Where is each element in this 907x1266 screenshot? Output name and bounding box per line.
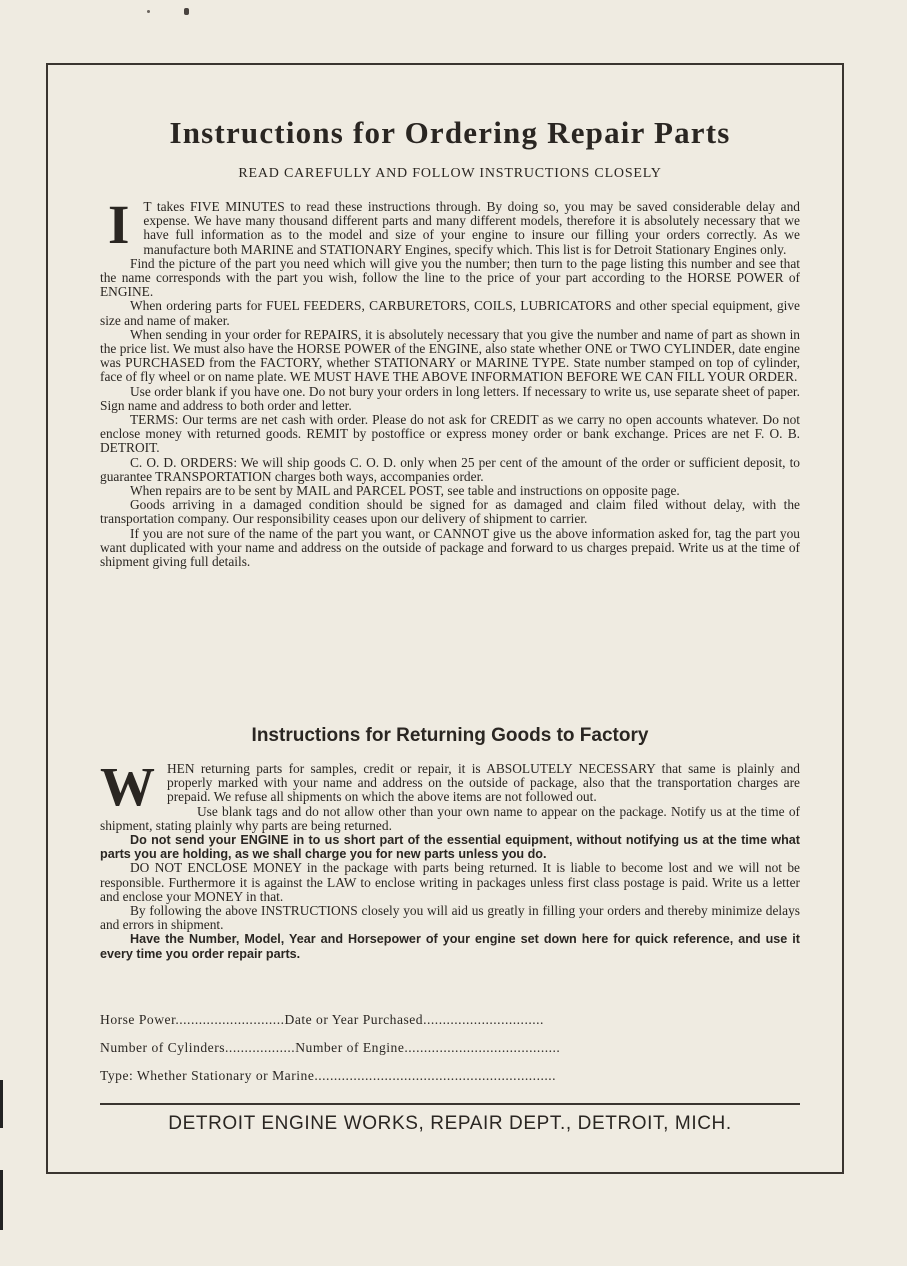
page-border (46, 63, 844, 1174)
paragraph: If you are not sure of the name of the part you want, or CANNOT give us the above information asked for, tag the part you want duplicated with your name and address on the outside of package and forward to us charges prepaid. Write us at the time of shipment giving full details. (100, 525, 800, 570)
form-row-type[interactable] (100, 1068, 800, 1084)
returning-heading: Instructions for Returning Goods to Factory (251, 725, 649, 746)
returning-instructions (100, 756, 800, 961)
paragraph-text: T takes FIVE MINUTES to read these instructions through. By doing so, you may be saved considerable delay and expense. We have many thousand different parts and many different models, therefore it is absolutely necessary that we have full information as to the model and size of your engine to insure our filling your orders correctly. As we manufacture both MARINE and STATIONARY Engines, specify which. This list is for Detroit Stationary Engines only. (143, 199, 800, 257)
paragraph: When sending in your order for REPAIRS, it is absolutely necessary that you give the number and name of part as shown in the price list. We must also have the HORSE POWER of the ENGINE, also state whether ONE or TWO CYLINDER, date engine was PURCHASED from the FACTORY, whether STATIONARY or MARINE TYPE. State number stamped on top of cylinder, face of fly wheel or on name plate. WE MUST HAVE THE ABOVE INFORMATION BEFORE WE CAN FILL YOUR ORDER. (100, 326, 800, 385)
cod-paragraph: C. O. D. ORDERS: We will ship goods C. O. D. only when 25 per cent of the amount of the order or sufficient deposit, to guarantee TRANSPORTATION charges both ways, accompanies order. (100, 454, 800, 484)
intro-paragraph (100, 194, 800, 257)
paragraph-text: HEN returning parts for samples, credit or repair, it is ABSOLUTELY NECESSARY that same is plainly and properly marked with your name and address on the outside of package, also that the transportation charges are prepaid. We refuse all shipments on which the above items are not followed out. (167, 761, 800, 805)
paragraph: Use blank tags and do not allow other than your own name to appear on the package. Notify us at the time of shipment, stating plainly why parts are being returned. (100, 803, 800, 833)
paragraph: When repairs are to be sent by MAIL and PARCEL POST, see table and instructions on opposite page. (130, 483, 680, 499)
print-speck (184, 8, 189, 15)
form-row-horse-power[interactable] (100, 1012, 800, 1028)
form-line: Horse Power............................Date or Year Purchased............................... (100, 1012, 544, 1027)
paragraph: When ordering parts for FUEL FEEDERS, CARBURETORS, COILS, LUBRICATORS and other special equipment, give size and name of maker. (100, 298, 800, 328)
paragraph: By following the above INSTRUCTIONS closely you will aid us greatly in filling your orders and thereby minimize delays and errors in shipment. (100, 903, 800, 933)
paragraph: DO NOT ENCLOSE MONEY in the package with parts being returned. It is liable to become lost and we will not be responsible. Furthermore it is against the LAW to enclose writing in packages unless first class postage is paid. Write us a letter and enclose your MONEY in that. (100, 860, 800, 904)
binding-edge-mark (0, 1080, 3, 1128)
binding-edge-mark (0, 1170, 3, 1230)
form-row-cylinders[interactable] (100, 1040, 800, 1056)
bold-reference: Have the Number, Model, Year and Horsepower of your engine set down here for quick reference, and use it every time you order repair parts. (100, 932, 800, 961)
page-subtitle: READ CAREFULLY AND FOLLOW INSTRUCTIONS CLOSELY (238, 166, 662, 181)
dropcap-letter: W (100, 756, 155, 817)
form-line: Number of Cylinders..................Number of Engine........................................ (100, 1040, 561, 1055)
footer-divider (100, 1103, 800, 1105)
bold-notice: Do not send your ENGINE in to us short part of the essential equipment, without notifying us at the time what parts you are holding, as we shall charge you for new parts unless you do. (100, 833, 800, 862)
intro-paragraph (100, 756, 800, 817)
dropcap-letter: I (108, 194, 130, 255)
print-speck (147, 10, 150, 13)
terms-paragraph: TERMS: Our terms are net cash with order. Please do not ask for CREDIT as we carry no open accounts whatever. Do not enclose money with returned goods. REMIT by postoffice or express money order or bank exchange. Prices are net F. O. B. DETROIT. (100, 412, 800, 456)
ordering-instructions (100, 194, 800, 570)
footer-address: DETROIT ENGINE WORKS, REPAIR DEPT., DETROIT, MICH. (168, 1113, 732, 1134)
form-line: Type: Whether Stationary or Marine.............................................................. (100, 1068, 557, 1083)
paragraph: Find the picture of the part you need which will give you the number; then turn to the page listing this number and see that the name corresponds with the part you wish, follow the line to the price of your part according to the HORSE POWER of ENGINE. (100, 255, 800, 300)
paragraph: Goods arriving in a damaged condition should be signed for as damaged and claim filed without delay, with the transportation company. Our responsibility ceases upon our delivery of shipment to carrier. (100, 497, 800, 527)
page-title: Instructions for Ordering Repair Parts (169, 115, 731, 150)
paragraph: Use order blank if you have one. Do not bury your orders in long letters. If necessary to write us, use separate sheet of paper. Sign name and address to both order and letter. (100, 383, 800, 413)
